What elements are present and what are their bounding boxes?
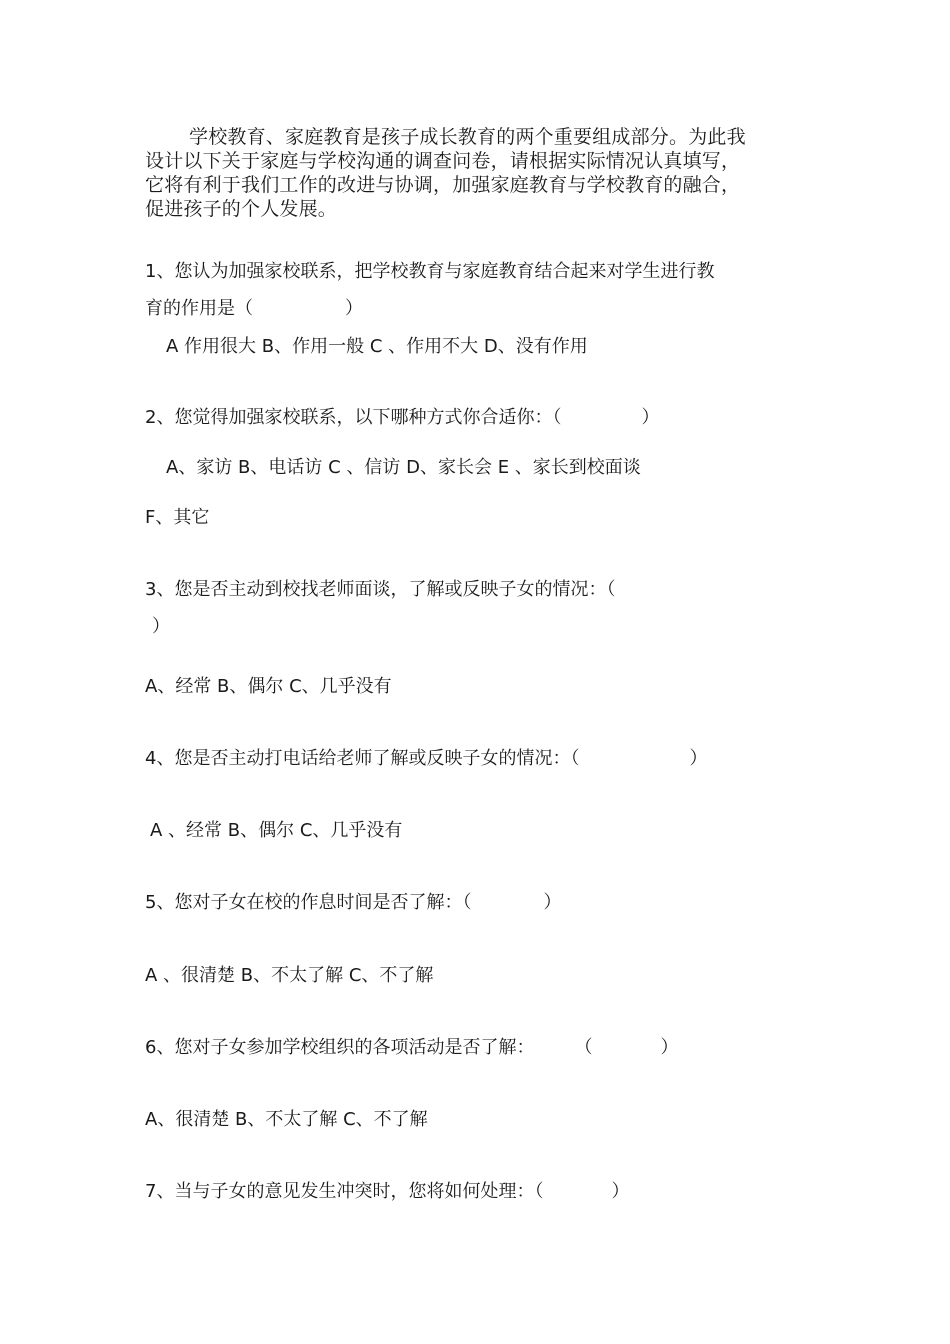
question-6-options: A、很清楚 B、不太了解 C、不了解 — [145, 1109, 428, 1130]
intro-line: 促进孩子的个人发展。 — [145, 198, 338, 220]
question-2-options-cont: F、其它 — [145, 507, 210, 528]
question-4-options: A 、经常 B、偶尔 C、几乎没有 — [150, 820, 403, 841]
question-1-stem-cont: 育的作用是（ ） — [145, 298, 363, 319]
question-1-options: A 作用很大 B、作用一般 C 、作用不大 D、没有作用 — [166, 336, 588, 357]
question-2-stem: 2、您觉得加强家校联系，以下哪种方式你合适你：（ ） — [145, 407, 660, 428]
question-5-stem: 5、您对子女在校的作息时间是否了解：（ ） — [145, 892, 562, 913]
question-5-options: A 、很清楚 B、不太了解 C、不了解 — [145, 965, 434, 986]
question-3-stem: 3、您是否主动到校找老师面谈，了解或反映子女的情况：（ — [145, 579, 616, 600]
question-7-stem: 7、当与子女的意见发生冲突时，您将如何处理：（ ） — [145, 1181, 630, 1202]
question-3-options: A、经常 B、偶尔 C、几乎没有 — [145, 676, 392, 697]
question-4-stem: 4、您是否主动打电话给老师了解或反映子女的情况：（ ） — [145, 748, 708, 769]
question-6-stem: 6、您对子女参加学校组织的各项活动是否了解： （ ） — [145, 1037, 679, 1058]
intro-line: 设计以下关于家庭与学校沟通的调查问卷，请根据实际情况认真填写， — [145, 150, 741, 172]
question-1-stem: 1、您认为加强家校联系，把学校教育与家庭教育结合起来对学生进行教 — [145, 261, 715, 282]
question-2-options: A、家访 B、电话访 C 、信访 D、家长会 E 、家长到校面谈 — [166, 457, 641, 478]
intro-line: 它将有利于我们工作的改进与协调，加强家庭教育与学校教育的融合， — [145, 174, 741, 196]
question-3-blank[interactable]: ） — [152, 616, 170, 637]
intro-line: 学校教育、家庭教育是孩子成长教育的两个重要组成部分。为此我 — [189, 126, 746, 148]
intro-paragraph — [145, 125, 825, 221]
